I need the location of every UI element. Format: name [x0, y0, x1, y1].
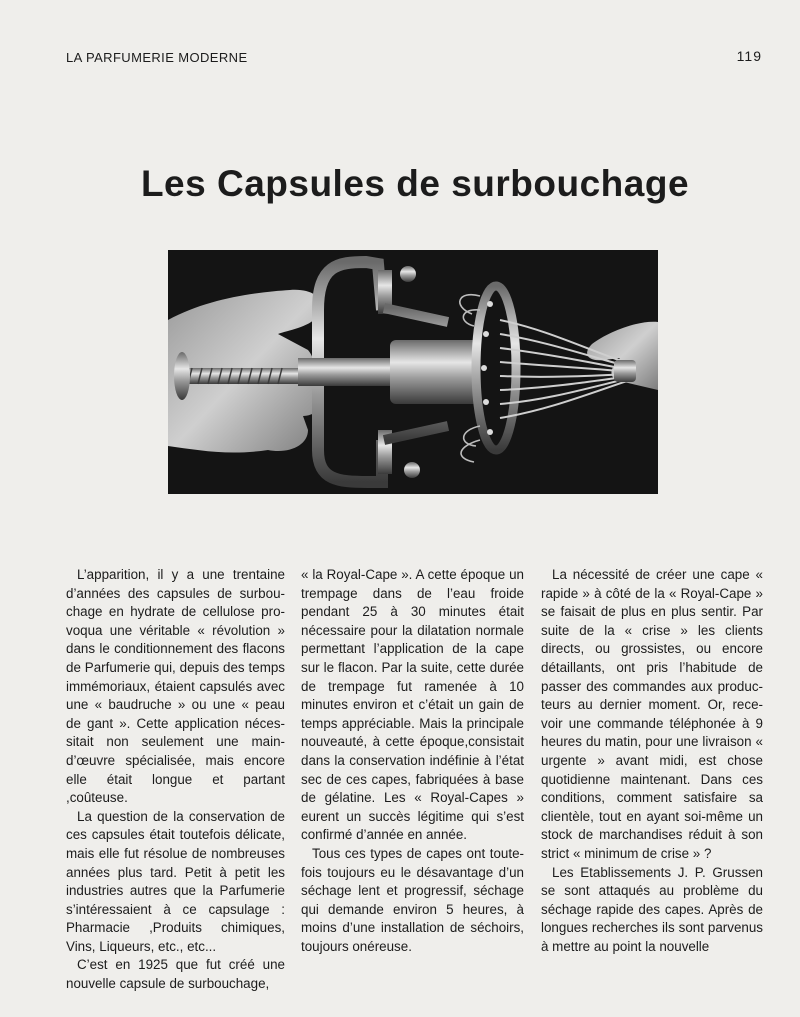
capping-tool-photo [168, 250, 658, 494]
article-title: Les Capsules de surbouchage [140, 162, 690, 204]
text-column-2 [301, 566, 524, 956]
paragraph: C’est en 1925 que fut créé une nouvelle capsule de surbouchage, [66, 957, 285, 992]
text-column-1 [66, 566, 285, 994]
paragraph: L’apparition, il y a une trentaine d’années des capsules de surbouchage en hydrate de cellulose provoqua une véritable « révolution » dans le conditionnement des flacons de Parfumerie qui, depuis des temps immémoriaux, étaient capsulés avec une « baudruche » ou une « peau de gant ». Cette application nécessitait non seulement une main-d’œuvre spécialisée, mais encore elle était longue et partant ,coûteuse. [66, 567, 285, 806]
running-title: LA PARFUMERIE MODERNE [66, 50, 248, 65]
paragraph: « la Royal-Cape ». A cette époque un trempage dans de l’eau froide pendant 25 à 30 minutes était nécessaire pour la dilatation normale permettant l’application de la cape sur le flacon. Par la suite, cette durée de trempage fut ramenée à 10 minutes environ et c’était un gain de temps appréciable. Mais la principale nouveauté, à cette époque,consistait dans la conservation indéfinie à l’état sec de ces capes, fabriquées à base de gélatine. Les « Royal-Capes » eurent un succès légitime qui s’est confirmé d’année en année. [301, 567, 524, 843]
paragraph: La nécessité de créer une cape « rapide » à côté de la « Royal-Cape » se faisait de plus en plus sentir. Par suite de la « crise » les clients directs, ou grossistes, ou encore détaillants, ont pris l’habitude de passer des commandes aux producteurs au dernier moment. Or, recevoir une commande téléphonée à 9 heures du matin, pour une livraison « urgente » avant midi, est chose quotidienne maintenant. Dans ces conditions, comment satisfaire sa clientèle, tout en ayant soi-même un stock de marchandises réduit à son strict « minimum de crise » ? [541, 567, 763, 861]
page-number: 119 [736, 48, 762, 64]
paragraph: La question de la conservation de ces capsules était toutefois délicate, mais elle fut résolue de nombreuses années plus tard. Petit à petit les industries autres que la Parfumerie s’intéressaient à ce capsulage : Pharmacie ,Produits chimiques, Vins, Liqueurs, etc., etc... [66, 808, 285, 954]
paragraph: Tous ces types de capes ont toutefois toujours eu le désavantage d’un séchage lent et progressif, séchage qui demande environ 5 heures, à moins d’une installation de séchoirs, toujours onéreuse. [301, 845, 524, 954]
cylinder [390, 340, 480, 404]
text-column-3 [541, 566, 763, 956]
paragraph: Les Etablissements J. P. Grussen se sont attaqués au problème du séchage rapide des capes. Après de longues recherches ils sont parvenus à mettre au point la nouvelle [541, 864, 763, 954]
capping-tool-illustration [168, 250, 658, 494]
